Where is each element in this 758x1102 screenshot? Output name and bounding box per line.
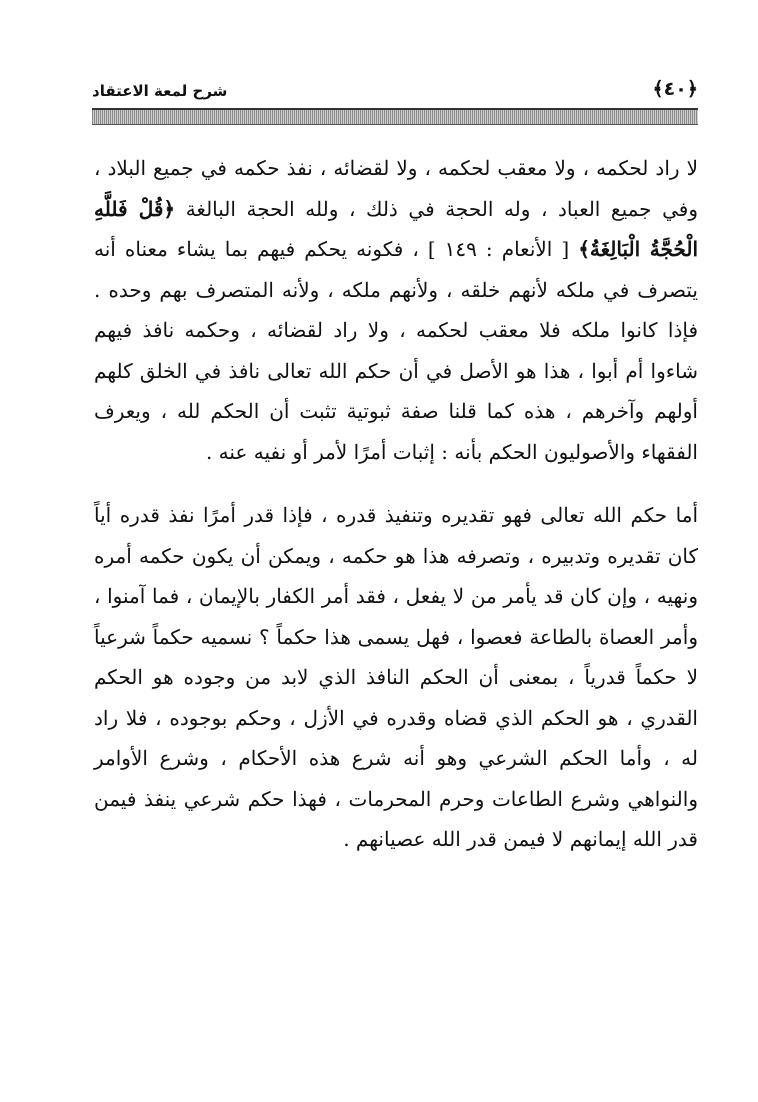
paragraph-1-text-a: لا راد لحكمه ، ولا معقب لحكمه ، ولا لقضائه ، نفذ حكمه في جميع البلاد ، وفي جميع العباد ، وله الحجة في ذلك ، ولله الحجة البالغة [94, 156, 698, 221]
paragraph-1-text-b: [ الأنعام : ١٤٩ ] ، فكونه يحكم فيهم بما يشاء معناه أنه يتصرف في ملكه لأنهم خلقه ، ولأنهم ملكه ، ولأنه المتصرف بهم وحده . فإذا كانوا ملكه فلا معقب لحكمه ، ولا راد لقضائه ، وحكمه نافذ فيهم شاءوا أم أبوا ، هذا هو الأصل في أن حكم الله تعالى نافذ في الخلق كلهم أولهم وآخرهم ، هذه كما قلنا صفة ثبوتية تثبت أن الحكم لله ، ويعرف الفقهاء والأصوليون الحكم بأنه : إثبات أمرًا لأمر أو نفيه عنه . [94, 237, 698, 464]
paragraph-1 [94, 148, 698, 472]
page-number: ﴿٤٠﴾ [652, 78, 698, 100]
body-text [94, 148, 698, 860]
paragraph-2: أما حكم الله تعالى فهو تقديره وتنفيذ قدره ، فإذا قدر أمرًا نفذ قدره أياً كان تقديره وتدبيره ، وتصرفه هذا هو حكمه ، ويمكن أن يكون حكمه أمره ونهيه ، وإن كان قد يأمر من لا يفعل ، فقد أمر الكفار بالإيمان ، فما آمنوا ، وأمر العصاة بالطاعة فعصوا ، فهل يسمى هذا حكماً ؟ نسميه حكماً شرعياً لا حكماً قدرياً ، بمعنى أن الحكم النافذ الذي لابد من وجوده هو الحكم القدري ، هو الحكم الذي قضاه وقدره في الأزل ، وحكم بوجوده ، فلا راد له ، وأما الحكم الشرعي وهو أنه شرع هذه الأحكام ، وشرع الأوامر والنواهي وشرع الطاعات وحرم المحرمات ، فهذا حكم شرعي ينفذ فيمن قدر الله إيمانهم لا فيمن قدر الله عصيانهم . [94, 503, 698, 851]
header-rule [92, 108, 698, 125]
quran-verse: ﴿قُلْ فَللَّهِ الْحُجَّةُ الْبَالِغَةُ﴾ [94, 196, 698, 261]
page-header [92, 78, 698, 106]
running-title: شرح لمعة الاعتقاد [92, 82, 228, 100]
